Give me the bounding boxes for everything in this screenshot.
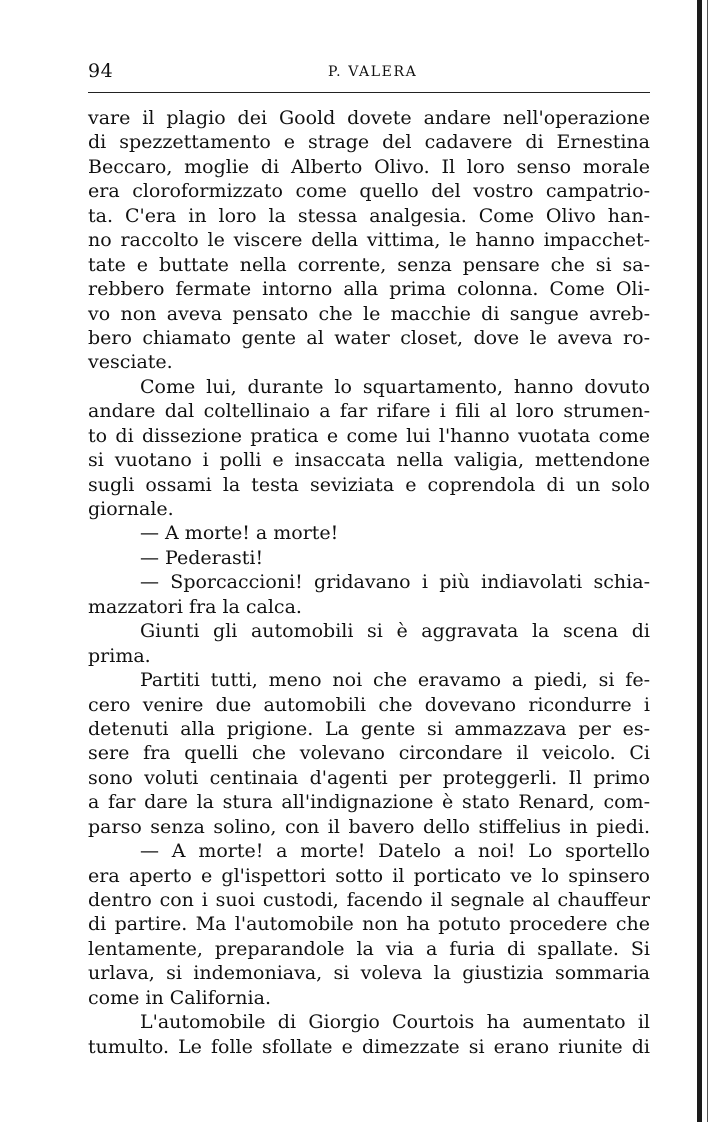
text-line: Partiti tutti, meno noi che eravamo a piedi, si fe- bbox=[140, 669, 650, 692]
text-line: lentamente, preparandole la via a furia di spallate. Si bbox=[88, 937, 650, 960]
dialogue-line: — Pederasti! bbox=[140, 546, 264, 569]
text-line: si vuotano i polli e insaccata nella valigia, mettendone bbox=[88, 449, 650, 472]
dialogue-line: — Sporcaccioni! gridavano i più indiavolati schia- bbox=[140, 571, 650, 594]
text-line: di spezzettamento e strage del cadavere di Ernestina bbox=[88, 131, 650, 154]
text-line: ta. C'era in loro la stessa analgesia. Come Olivo han- bbox=[88, 204, 650, 227]
text-line: Beccaro, moglie di Alberto Olivo. Il loro senso morale bbox=[88, 155, 650, 178]
text-line: era aperto e gl'ispettori sotto il porticato ve lo spinsero bbox=[88, 864, 650, 887]
text-line: vesciate. bbox=[88, 351, 173, 374]
text-line: no raccolto le viscere della vittima, le hanno impacchet- bbox=[88, 229, 650, 252]
text-line: tate e buttate nella corrente, senza pensare che si sa- bbox=[88, 253, 650, 276]
dialogue-line: — A morte! a morte! Datelo a noi! Lo sportello bbox=[140, 840, 650, 863]
text-line: Giunti gli automobili si è aggravata la scena di bbox=[140, 620, 650, 643]
text-line: mazzatori fra la calca. bbox=[88, 595, 302, 618]
text-line: era cloroformizzato come quello del vostro campatrio- bbox=[88, 180, 650, 203]
text-line: sugli ossami la testa seviziata e coprendola di un solo bbox=[88, 473, 650, 496]
text-line: andare dal coltellinaio a far rifare i fili al loro strumen- bbox=[88, 400, 650, 423]
binding-edge bbox=[697, 0, 702, 1122]
text-line: rebbero fermate intorno alla prima colonna. Come Oli- bbox=[88, 278, 650, 301]
text-line: cero venire due automobili che dovevano ricondurre i bbox=[88, 693, 650, 716]
text-line: di partire. Ma l'automobile non ha potuto procedere che bbox=[88, 913, 650, 936]
text-line: to di dissezione pratica e come lui l'hanno vuotata come bbox=[88, 424, 650, 447]
running-head: P. VALERA bbox=[328, 64, 418, 80]
text-line: vo non aveva pensato che le macchie di sangue avreb- bbox=[88, 302, 650, 325]
text-line: dentro con i suoi custodi, facendo il segnale al chauffeur bbox=[88, 889, 650, 911]
text-line: urlava, si indemoniava, si voleva la giustizia sommaria bbox=[88, 962, 650, 985]
text-line: come in California. bbox=[88, 986, 271, 1009]
page-number: 94 bbox=[88, 60, 114, 82]
text-line: tumulto. Le folle sfollate e dimezzate si erano riunite di bbox=[88, 1035, 650, 1058]
text-line: bero chiamato gente al water closet, dove le aveva ro- bbox=[88, 326, 650, 349]
text-line: a far dare la stura all'indignazione è stato Renard, com- bbox=[88, 791, 650, 814]
text-line: giornale. bbox=[88, 498, 174, 520]
text-line: L'automobile di Giorgio Courtois ha aumentato il bbox=[140, 1011, 650, 1034]
binding-edge-line bbox=[707, 0, 708, 1122]
dialogue-line: — A morte! a morte! bbox=[140, 522, 339, 545]
header-rule bbox=[88, 92, 650, 93]
text-line: Come lui, durante lo squartamento, hanno dovuto bbox=[140, 375, 650, 398]
text-line: detenuti alla prigione. La gente si ammazzava per es- bbox=[88, 717, 650, 740]
text-line: prima. bbox=[88, 644, 151, 667]
text-line: parso senza solino, con il bavero dello stiffelius in piedi. bbox=[88, 815, 650, 838]
text-line: vare il plagio dei Goold dovete andare nell'operazione bbox=[88, 107, 650, 129]
body-text bbox=[88, 106, 650, 1059]
page-header bbox=[88, 60, 650, 88]
text-line: sono voluti centinaia d'agenti per proteggerli. Il primo bbox=[88, 766, 650, 789]
text-line: sere fra quelli che volevano circondare il veicolo. Ci bbox=[88, 742, 650, 765]
